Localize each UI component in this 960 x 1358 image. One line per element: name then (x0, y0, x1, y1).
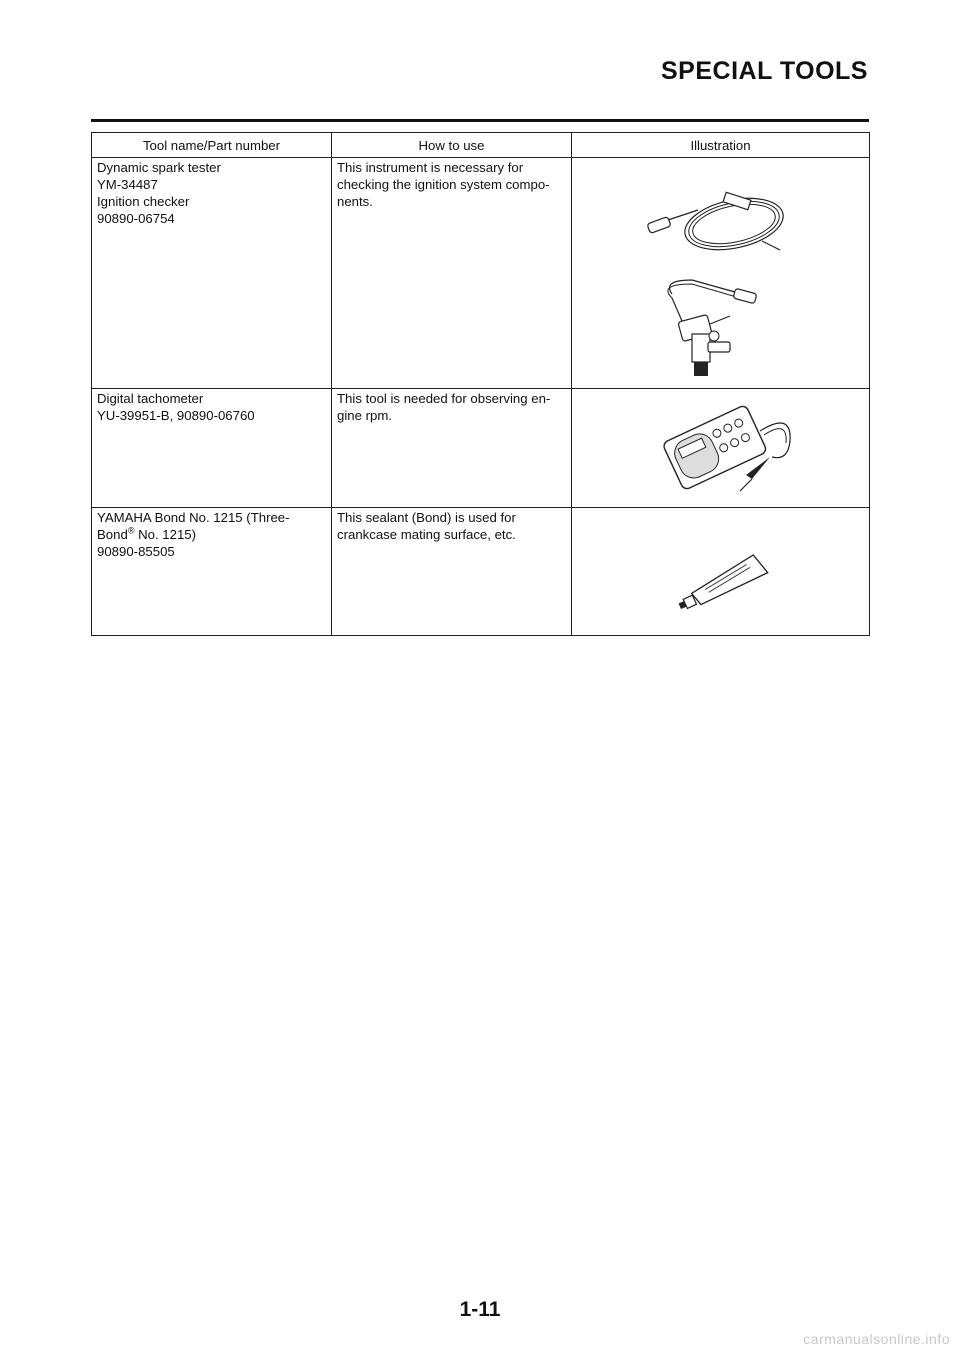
tool-name-cell (92, 389, 332, 508)
tool-name-line (97, 526, 326, 543)
part-number-line: 90890-06754 (97, 211, 175, 226)
column-header-tool-name: Tool name/Part number (92, 133, 332, 158)
special-tools-table (91, 132, 870, 636)
part-number-line: YM-34487 (97, 177, 158, 192)
part-number-line: YU-39951-B, 90890-06760 (97, 408, 255, 423)
tool-name-line: Digital tachometer (97, 391, 204, 406)
illustration-cell (572, 508, 870, 636)
table-header-row (92, 133, 870, 158)
how-to-use-cell (332, 508, 572, 636)
ignition-checker-illustration (652, 276, 782, 386)
usage-line: This sealant (Bond) is used for (337, 510, 516, 525)
tool-name-line: YAMAHA Bond No. 1215 (Three- (97, 510, 290, 525)
illustration-cell (572, 158, 870, 389)
usage-line: This instrument is necessary for (337, 160, 524, 175)
table-row (92, 389, 870, 508)
usage-line: gine rpm. (337, 408, 392, 423)
title-rule (91, 119, 869, 122)
tool-name-line: Dynamic spark tester (97, 160, 221, 175)
sealant-tube-illustration (672, 552, 782, 612)
bond-number-text: No. 1215) (134, 527, 197, 542)
brand-text: Bond (97, 527, 128, 542)
tool-name-line: Ignition checker (97, 194, 190, 209)
registered-mark: ® (127, 525, 135, 536)
tool-name-cell (92, 158, 332, 389)
digital-tachometer-illustration (652, 401, 802, 496)
usage-line: crankcase mating surface, etc. (337, 527, 516, 542)
part-number-line: 90890-85505 (97, 544, 175, 559)
how-to-use-cell (332, 389, 572, 508)
watermark: carmanualsonline.info (803, 1331, 950, 1347)
usage-line: checking the ignition system compo- (337, 177, 550, 192)
table-row (92, 158, 870, 389)
tool-name-cell (92, 508, 332, 636)
column-header-how-to-use: How to use (332, 133, 572, 158)
illustration-cell (572, 389, 870, 508)
table-row (92, 508, 870, 636)
page-number: 1-11 (459, 1298, 501, 1321)
usage-line: nents. (337, 194, 373, 209)
how-to-use-cell (332, 158, 572, 389)
spark-tester-illustration (642, 186, 792, 256)
page-title: SPECIAL TOOLS (660, 57, 868, 85)
column-header-illustration: Illustration (572, 133, 870, 158)
usage-line: This tool is needed for observing en- (337, 391, 551, 406)
